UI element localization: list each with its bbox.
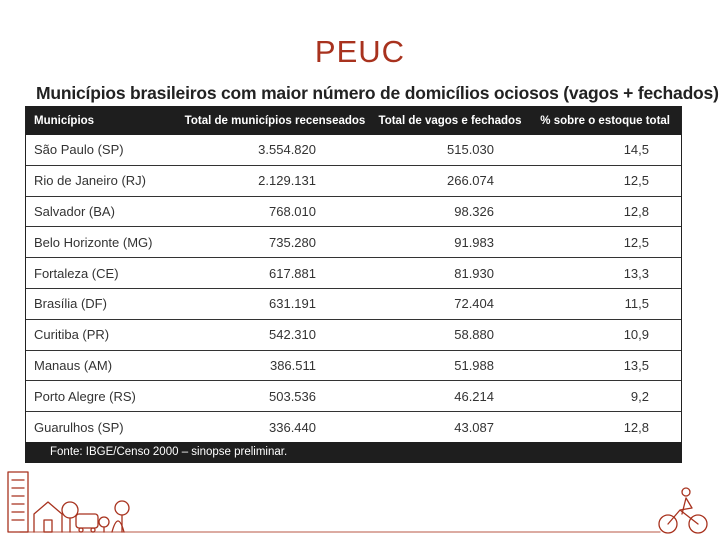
- cell-municipio: Porto Alegre (RS): [34, 388, 136, 404]
- cell-total-vagos: 58.880: [454, 327, 494, 343]
- table-row: [26, 351, 681, 382]
- table-row: [26, 289, 681, 320]
- cell-percent: 11,5: [624, 296, 649, 312]
- cell-total-vagos: 46.214: [454, 388, 494, 404]
- cell-municipio: Fortaleza (CE): [34, 265, 119, 281]
- cell-municipio: Rio de Janeiro (RJ): [34, 173, 146, 189]
- cell-total-recenseados: 386.511: [269, 357, 316, 373]
- column-header-percent-estoque: % sobre o estoque total: [540, 114, 670, 127]
- cell-total-vagos: 72.404: [454, 296, 494, 312]
- table-heading: Municípios brasileiros com maior número de domicílios ociosos (vagos + fechados): [36, 83, 719, 103]
- cell-total-recenseados: 542.310: [269, 327, 316, 343]
- column-header-total-recenseados: Total de municípios recenseados: [184, 114, 366, 127]
- cell-percent: 12,8: [623, 203, 649, 219]
- cell-municipio: Belo Horizonte (MG): [34, 234, 153, 250]
- table-row: [26, 197, 681, 228]
- city-skyline-illustration: [0, 470, 720, 540]
- cell-percent: 9,2: [630, 388, 649, 404]
- table-body: [26, 135, 681, 442]
- cell-total-recenseados: 617.881: [269, 265, 316, 281]
- cell-percent: 14,5: [623, 142, 649, 158]
- table-row: [26, 412, 681, 442]
- cell-percent: 12,5: [623, 173, 649, 189]
- cell-percent: 12,5: [623, 234, 649, 250]
- cell-total-vagos: 51.988: [454, 357, 494, 373]
- cell-total-vagos: 98.326: [454, 203, 494, 219]
- cell-total-vagos: 81.930: [454, 265, 494, 281]
- slide-title: PEUC: [314, 34, 406, 69]
- table-row: [26, 227, 681, 258]
- cell-total-vagos: 266.074: [447, 173, 494, 189]
- column-header-municipios: Municípios: [34, 114, 95, 127]
- data-table: [25, 106, 682, 442]
- cell-municipio: Salvador (BA): [34, 203, 115, 219]
- cell-percent: 13,3: [623, 265, 649, 281]
- column-header-total-vagos-fechados: Total de vagos e fechados: [378, 114, 522, 127]
- table-row: [26, 320, 681, 351]
- cell-total-recenseados: 336.440: [269, 419, 316, 435]
- cell-total-recenseados: 768.010: [269, 203, 316, 219]
- cell-municipio: Brasília (DF): [34, 296, 107, 312]
- cell-total-recenseados: 3.554.820: [258, 142, 316, 158]
- cell-total-recenseados: 2.129.131: [258, 173, 316, 189]
- cell-percent: 10,9: [623, 327, 649, 343]
- cell-total-recenseados: 503.536: [269, 388, 316, 404]
- cell-municipio: Curitiba (PR): [34, 327, 110, 343]
- cell-total-vagos: 43.087: [454, 419, 494, 435]
- cell-total-recenseados: 631.191: [269, 296, 316, 312]
- cell-municipio: Manaus (AM): [34, 357, 113, 373]
- cell-municipio: São Paulo (SP): [34, 142, 124, 158]
- table-row: [26, 381, 681, 412]
- cell-total-recenseados: 735.280: [269, 234, 316, 250]
- source-note: Fonte: IBGE/Censo 2000 – sinopse preliminar.: [25, 442, 682, 463]
- data-table-figure: [25, 80, 719, 463]
- cell-total-vagos: 91.983: [454, 234, 494, 250]
- cell-total-vagos: 515.030: [447, 142, 494, 158]
- table-row: [26, 135, 681, 166]
- table-row: [26, 166, 681, 197]
- cell-percent: 12,8: [623, 419, 649, 435]
- cell-percent: 13,5: [623, 357, 649, 373]
- table-row: [26, 258, 681, 289]
- cell-municipio: Guarulhos (SP): [34, 419, 124, 435]
- table-header-row: [26, 106, 681, 135]
